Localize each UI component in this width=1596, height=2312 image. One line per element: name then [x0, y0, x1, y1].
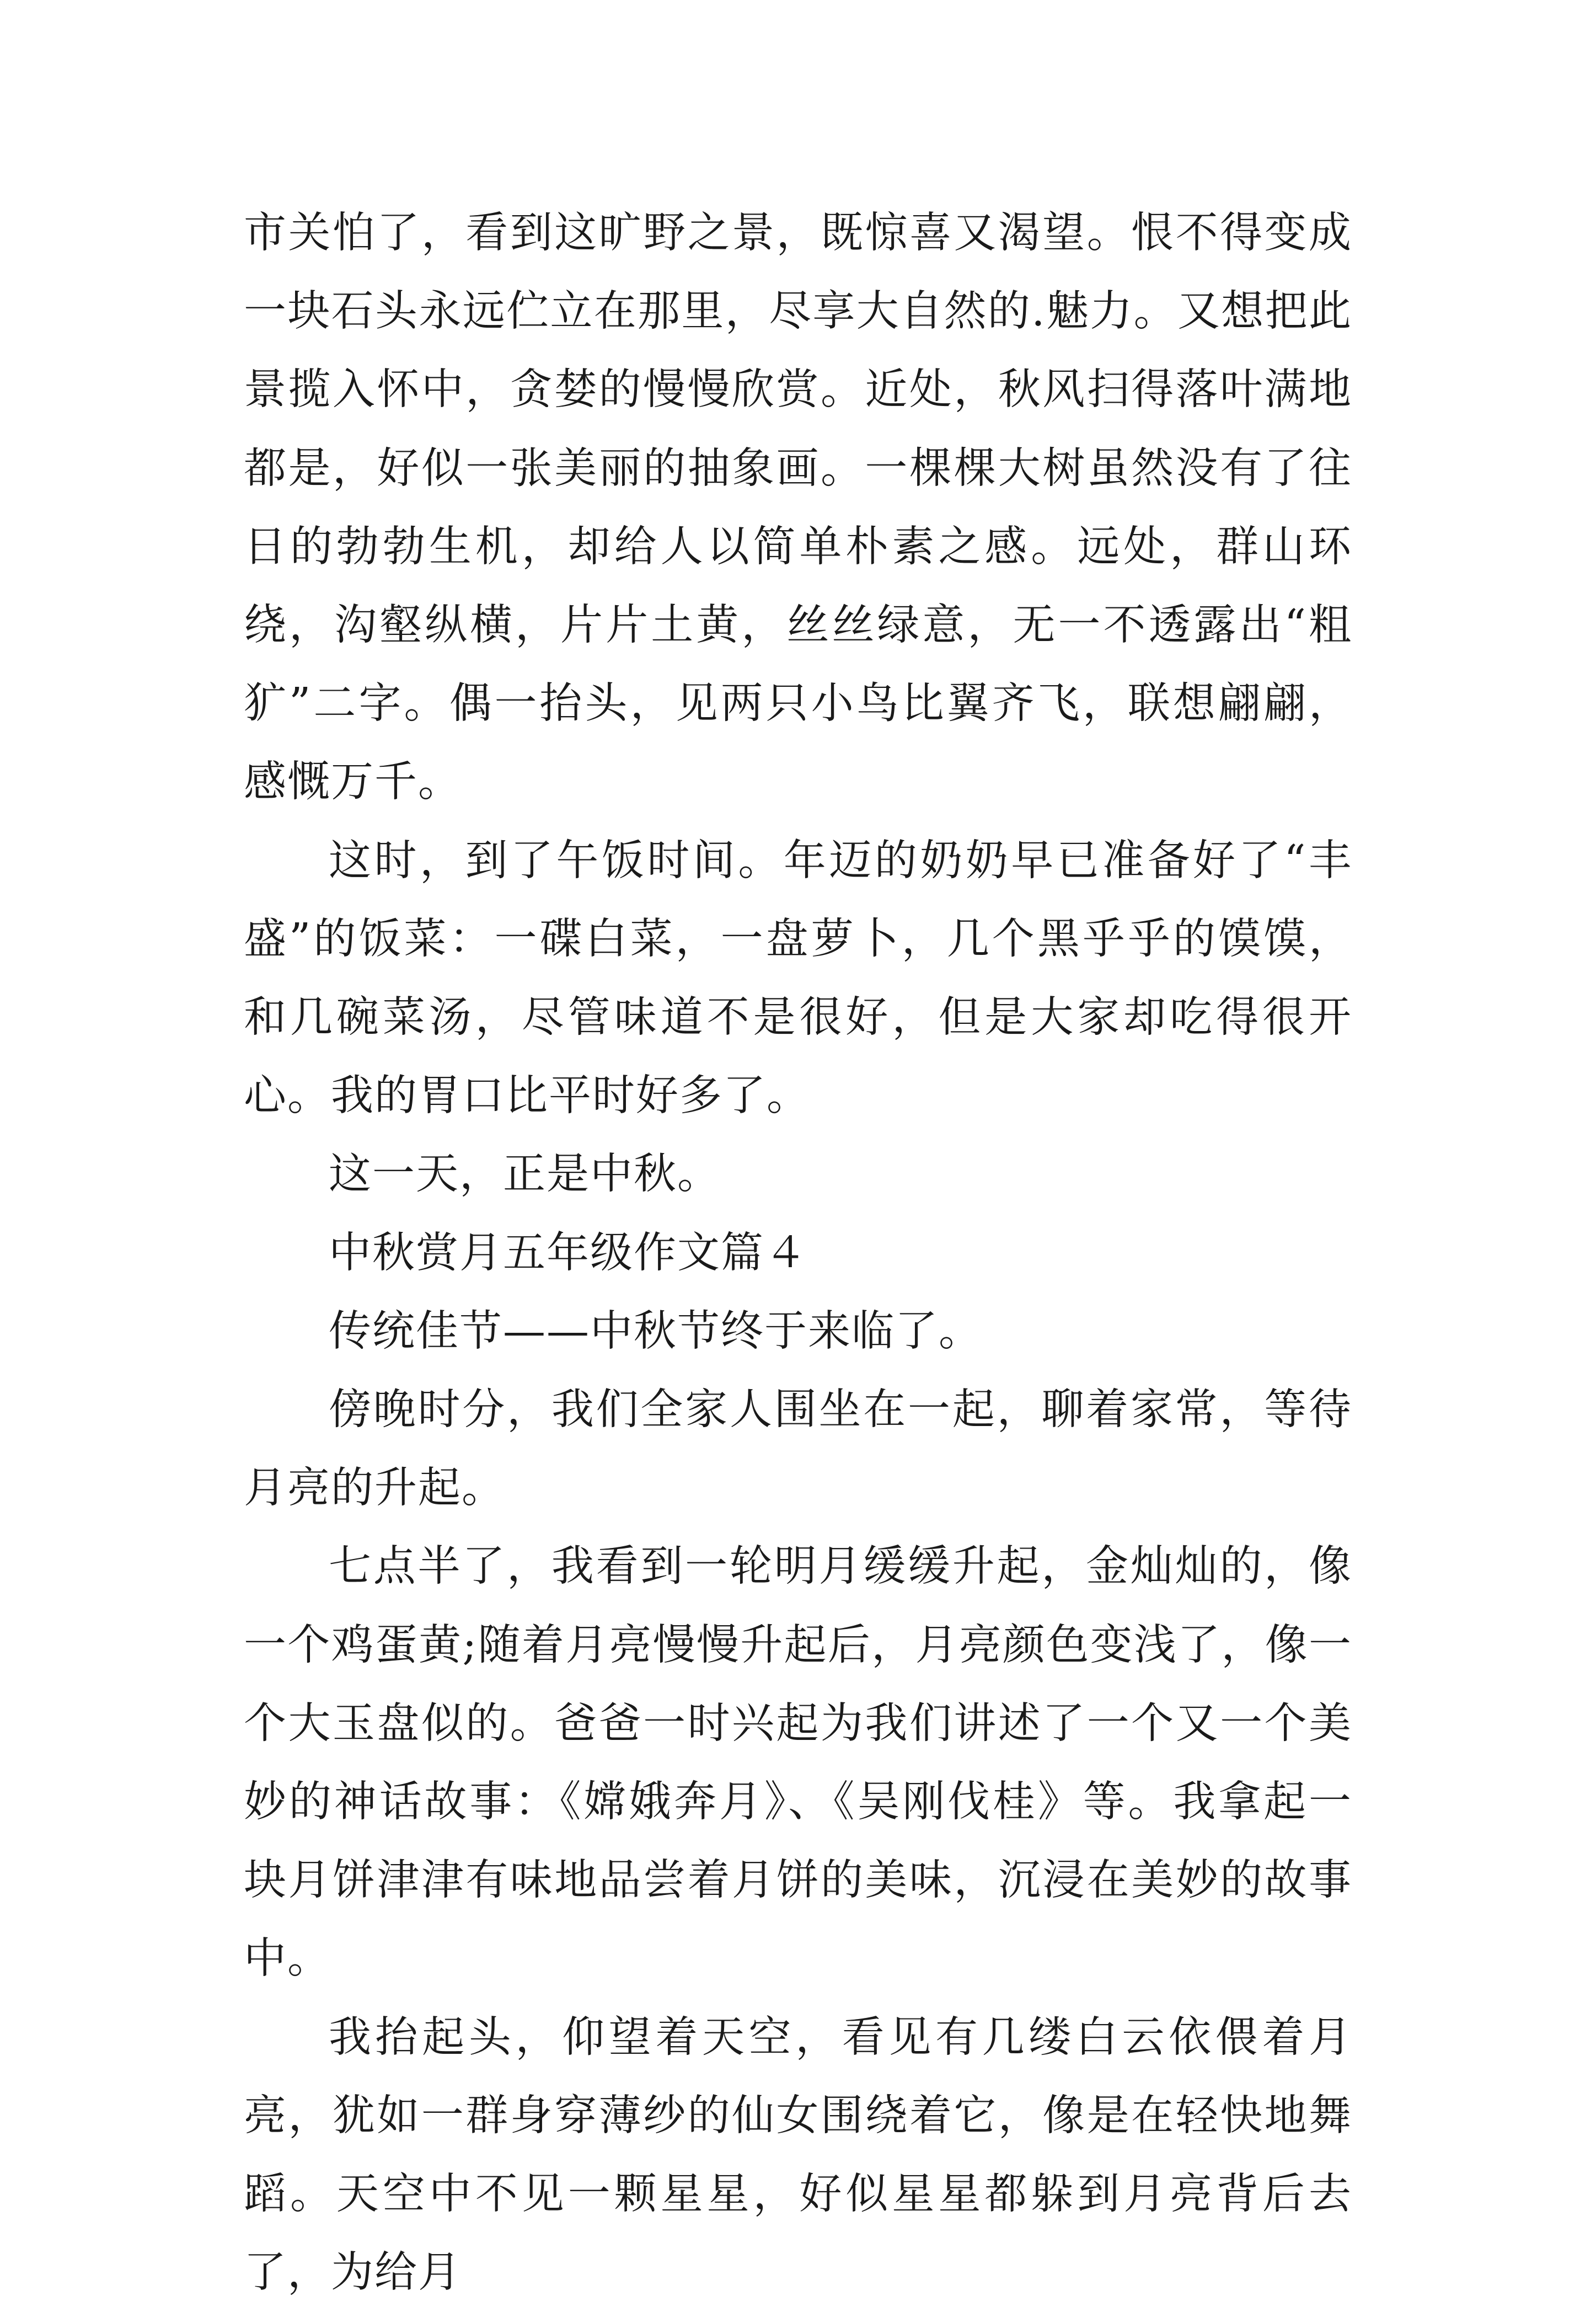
paragraph-mid-autumn: 这一天，正是中秋。	[329, 1150, 721, 1199]
paragraph-moonrise: 七点半了，我看到一轮明月缓缓升起，金灿灿的，像一个鸡蛋黄;随着月亮慢慢升起后，月亮颜色变浅了，像一个大玉盘似的。爸爸一时兴起为我们讲述了一个又一个美妙的神话故事：《嫦娥奔月》、《吴刚伐桂》等。我拿起一块月饼津津有味地品尝着月饼的美味，沉浸在美妙的故事中。	[244, 1542, 1352, 1984]
paragraph-festival-arrived: 传统佳节——中秋节终于来临了。	[329, 1306, 982, 1356]
paragraph-continued: 市关怕了，看到这旷野之景，既惊喜又渴望。恨不得变成一块石头永远伫立在那里，尽享大自然的.魅力。又想把此景揽入怀中，贪婪的慢慢欣赏。近处，秋风扫得落叶满地都是，好似一张美丽的抽象画。一棵棵大树虽然没有了往日的勃勃生机，却给人以简单朴素之感。远处，群山环绕，沟壑纵横，片片土黄，丝丝绿意，无一不透露出“粗犷”二字。偶一抬头，见两只小鸟比翼齐飞，联想翩翩，感慨万千。	[244, 209, 1352, 807]
paragraph-evening: 傍晚时分，我们全家人围坐在一起，聊着家常，等待月亮的升起。	[244, 1385, 1352, 1513]
section-heading: 中秋赏月五年级作文篇４	[329, 1228, 808, 1278]
paragraph-sky: 我抬起头，仰望着天空，看见有几缕白云依偎着月亮，犹如一群身穿薄纱的仙女围绕着它，像是在轻快地舞蹈。天空中不见一颗星星，好似星星都躲到月亮背后去了，为给月	[244, 2012, 1352, 2298]
document-body	[244, 194, 1352, 2312]
paragraph-lunch: 这时，到了午饭时间。年迈的奶奶早已准备好了“丰盛”的饭菜：一碟白菜，一盘萝卜，几个黑乎乎的馍馍，和几碗菜汤，尽管味道不是很好，但是大家却吃得很开心。我的胃口比平时好多了。	[244, 836, 1352, 1121]
